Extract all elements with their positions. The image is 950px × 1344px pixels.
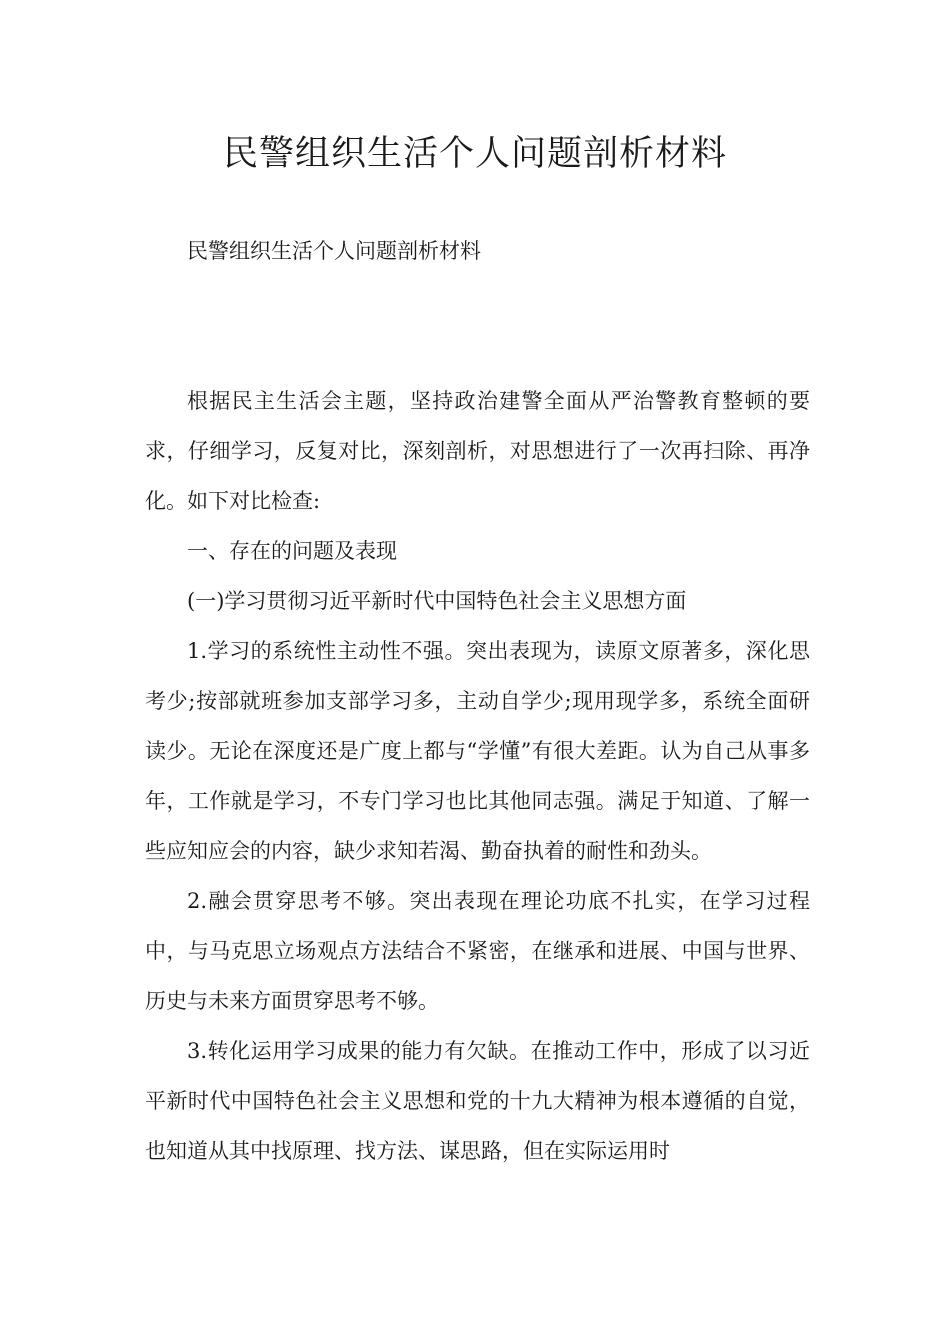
- paragraph-item-3: 3.转化运用学习成果的能力有欠缺。在推动工作中，形成了以习近平新时代中国特色社会主义思想和党的十九大精神为根本遵循的自觉，也知道从其中找原理、找方法、谋思路，但在实际运用时: [145, 1039, 810, 1163]
- document-body: [145, 376, 810, 1176]
- paragraph-item-2: 2.融会贯穿思考不够。突出表现在理论功底不扎实，在学习过程中，与马克思立场观点方法结合不紧密，在继承和进展、中国与世界、历史与未来方面贯穿思考不够。: [145, 889, 810, 1013]
- subsection-heading-study: (一)学习贯彻习近平新时代中国特色社会主义思想方面: [187, 589, 687, 613]
- paragraph-item-1: 1.学习的系统性主动性不强。突出表现为，读原文原著多，深化思考少;按部就班参加支部学习多，主动自学少;现用现学多，系统全面研读少。无论在深度还是广度上都与“学懂”有很大差距。认为自己从事多年，工作就是学习，不专门学习也比其他同志强。满足于知道、了解一些应知应会的内容，缺少求知若渴、勤奋执着的耐性和劲头。: [145, 639, 810, 863]
- section-heading-problems: 一、存在的问题及表现: [187, 539, 397, 563]
- document-title: 民警组织生活个人问题剖析材料: [222, 134, 727, 174]
- paragraph-intro: 根据民主生活会主题，坚持政治建警全面从严治警教育整顿的要求，仔细学习，反复对比，深刻剖析，对思想进行了一次再扫除、再净化。如下对比检查:: [145, 389, 810, 513]
- document-subtitle: 民警组织生活个人问题剖析材料: [187, 239, 481, 263]
